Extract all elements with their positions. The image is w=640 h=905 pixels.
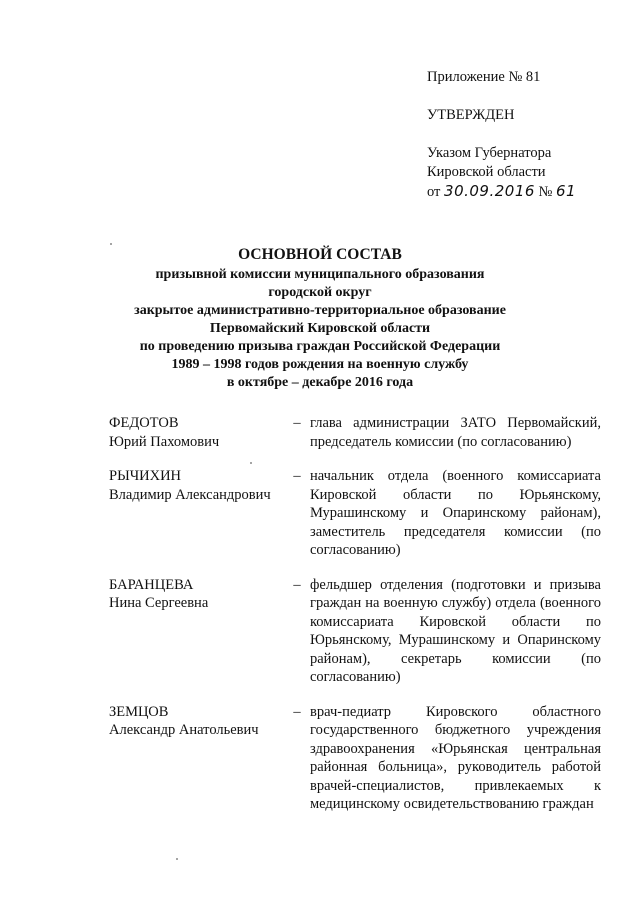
title-line: 1989 – 1998 годов рождения на военную службу (171, 357, 469, 372)
member-row (109, 576, 601, 687)
document-title (0, 244, 640, 392)
handwritten-date: 30.09.2016 (444, 182, 535, 200)
date-prefix: от (427, 184, 441, 200)
document-header (427, 68, 627, 202)
member-role: врач-педиатр Кировского областного государственного бюджетного учреждения здравоохранения «Юрьянская центральная районная больница», руководитель работой врачей-специалистов, привлекаемых к медицинскому освидетельствованию граждан (310, 703, 601, 812)
member-surname: РЫЧИХИН (109, 468, 182, 484)
decree-line-1: Указом Губернатора (427, 145, 552, 161)
scan-speck (250, 462, 252, 464)
handwritten-number: 61 (556, 182, 577, 200)
decree-line-2: Кировской области (427, 164, 546, 180)
number-prefix: № (538, 184, 553, 200)
member-name (109, 576, 284, 687)
decree-date-line (427, 182, 627, 202)
member-given-name: Юрий Пахомович (109, 433, 220, 450)
title-line: Первомайский Кировской области (209, 321, 431, 336)
member-given-name: Нина Сергеевна (109, 595, 209, 611)
title-line: городской округ (268, 285, 372, 300)
commission-members-list (109, 414, 601, 830)
member-role: начальник отдела (военного комиссариата Кировской области по Юрьянскому, Мурашинскому и Опаринскому районам), заместитель председателя комиссии (по согласованию) (310, 468, 601, 558)
member-surname: ФЕДОТОВ (109, 415, 179, 431)
title-line: по проведению призыва граждан Российской Федерации (139, 339, 501, 354)
dash-separator: – (293, 576, 301, 593)
dash-separator: – (293, 468, 301, 484)
member-row (109, 703, 601, 814)
member-given-name: Владимир Александрович (109, 486, 271, 503)
member-role: глава администрации ЗАТО Первомайский, председатель комиссии (по согласованию) (310, 415, 601, 450)
title-main: ОСНОВНОЙ СОСТАВ (238, 246, 402, 263)
title-line: призывной комиссии муниципального образования (155, 267, 485, 282)
title-line: закрытое административно-территориальное образование (134, 303, 506, 318)
scan-speck (176, 858, 178, 860)
member-row (109, 467, 601, 560)
member-name (109, 703, 284, 814)
dash-separator: – (293, 415, 301, 431)
member-name (109, 467, 284, 560)
member-surname: ЗЕМЦОВ (109, 703, 169, 720)
title-line: в октябре – декабре 2016 года (226, 375, 414, 390)
approved-label: УТВЕРЖДЕН (427, 107, 515, 123)
member-role: фельдшер отделения (подготовки и призыва граждан на военную службу) отдела (военного комиссариата Кировской области по Юрьянскому, Мурашинскому и Опаринскому районам), секретарь комиссии (по согласованию) (310, 576, 601, 685)
scan-speck (110, 243, 112, 245)
member-given-name: Александр Анатольевич (109, 722, 259, 738)
appendix-number: Приложение № 81 (427, 69, 541, 85)
member-row (109, 414, 601, 451)
member-name (109, 414, 284, 451)
member-surname: БАРАНЦЕВА (109, 576, 194, 593)
dash-separator: – (293, 703, 301, 720)
